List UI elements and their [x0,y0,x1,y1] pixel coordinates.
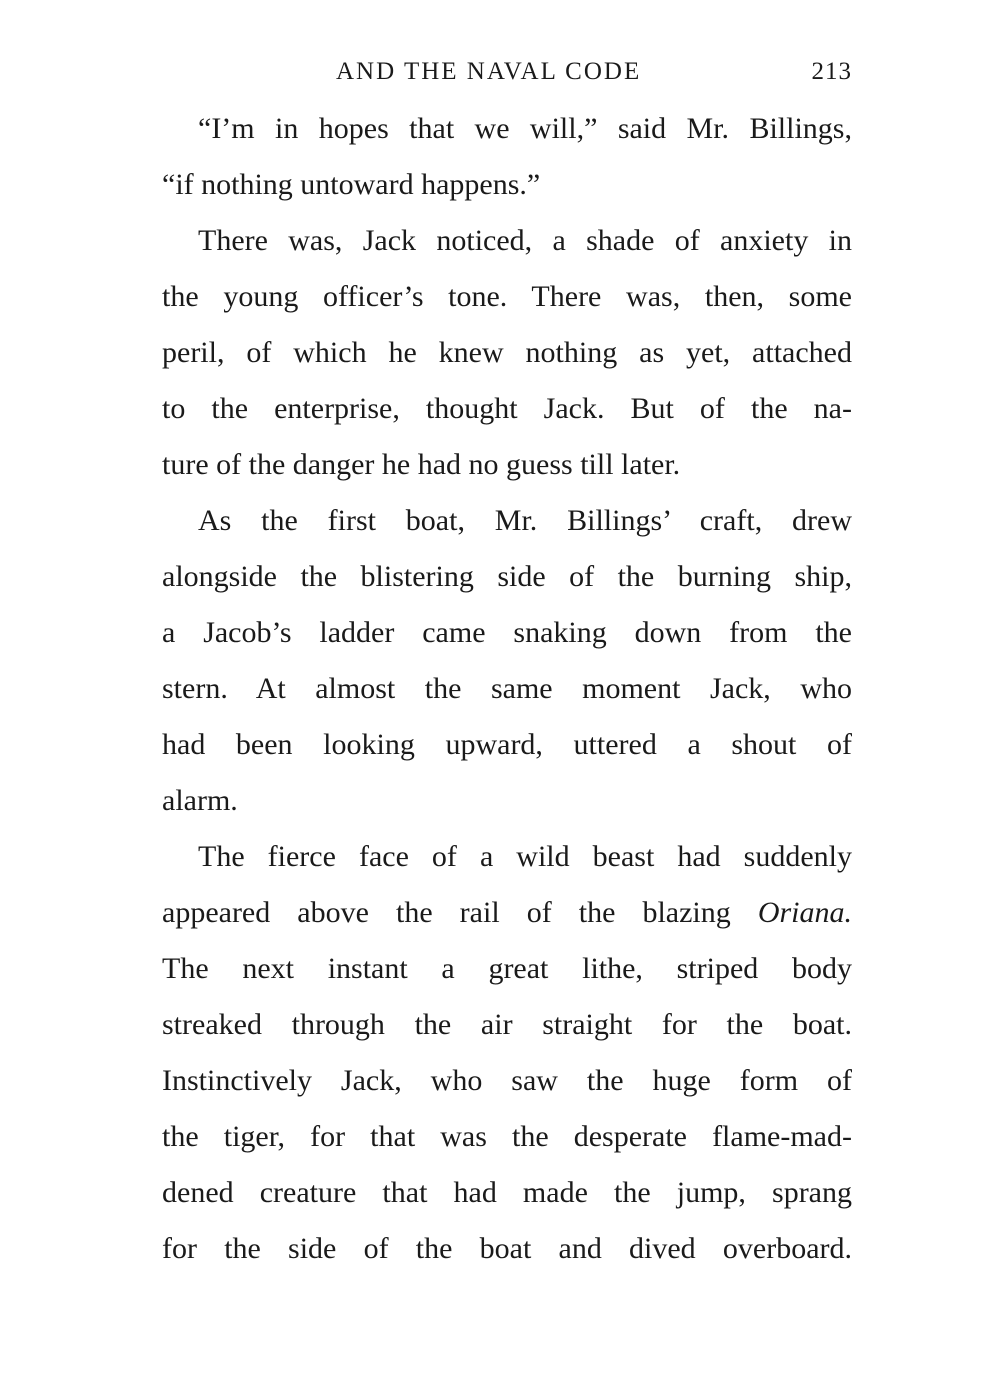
text-line: ture of the danger he had no guess till later. [162,448,681,481]
ship-name-italic: Oriana. [757,896,853,929]
running-head [162,58,852,92]
text-line: alongside the blistering side of the burning ship, [162,560,852,593]
text-line: the young officer’s tone. There was, then, some [162,280,852,313]
text-line: “I’m in hopes that we will,” said Mr. Billings, [198,112,852,145]
text-line: peril, of which he knew nothing as yet, attached [162,336,852,369]
text-line: As the first boat, Mr. Billings’ craft, drew [198,504,852,537]
text-line: for the side of the boat and dived overboard. [162,1232,852,1265]
text-line: Instinctively Jack, who saw the huge form of [162,1064,852,1097]
text-line-with-italic [162,885,852,941]
running-title: AND THE NAVAL CODE [336,58,642,85]
text-fragment: appeared above the rail of the blazing [162,896,731,929]
paragraph [162,213,852,493]
text-line: The fierce face of a wild beast had suddenly [198,840,852,873]
text-line: stern. At almost the same moment Jack, who [162,672,852,705]
text-line: the tiger, for that was the desperate flame-mad- [162,1120,852,1153]
text-line: alarm. [162,784,238,817]
text-line: streaked through the air straight for the boat. [162,1008,852,1041]
text-line: a Jacob’s ladder came snaking down from the [162,616,852,649]
body-text [162,101,852,1277]
text-line: had been looking upward, uttered a shout of [162,728,852,761]
text-line: The next instant a great lithe, striped body [162,952,852,985]
text-line: to the enterprise, thought Jack. But of the na- [162,392,852,425]
text-line: dened creature that had made the jump, sprang [162,1176,852,1209]
paragraph [162,493,852,829]
paragraph [162,829,852,1277]
text-line: There was, Jack noticed, a shade of anxiety in [198,224,852,257]
page-number: 213 [811,58,852,85]
paragraph [162,101,852,213]
text-line: “if nothing untoward happens.” [162,168,541,201]
